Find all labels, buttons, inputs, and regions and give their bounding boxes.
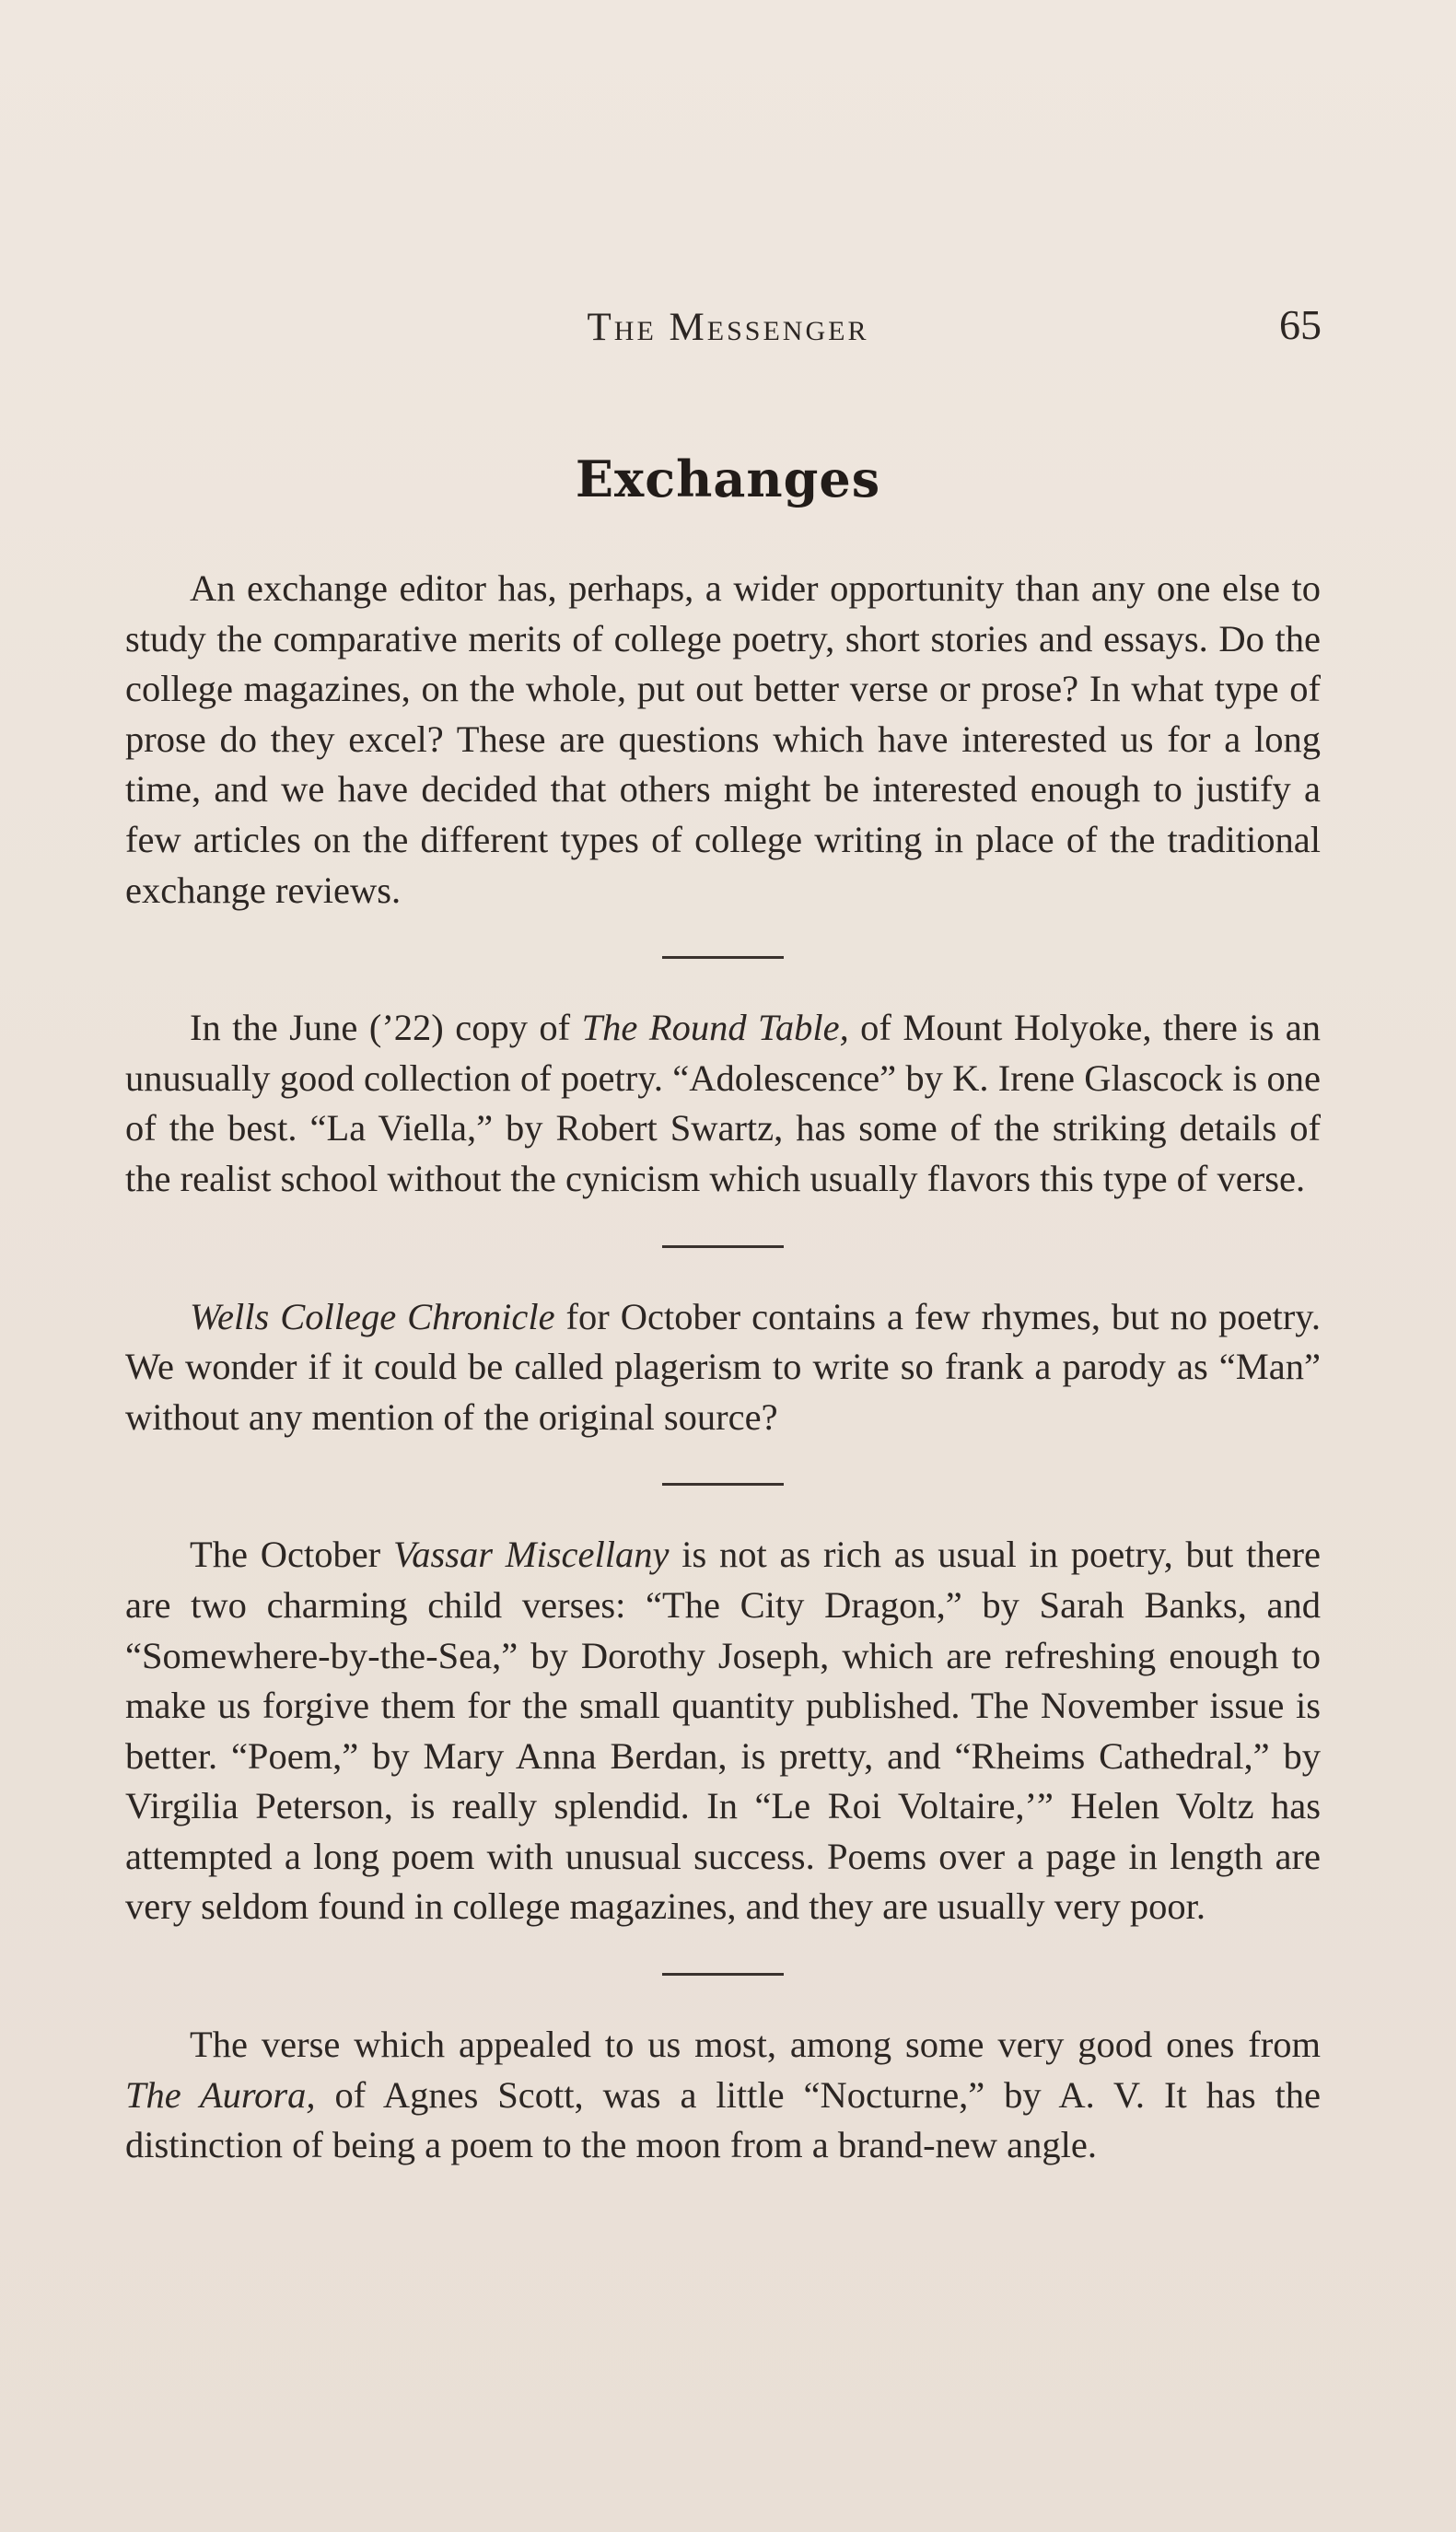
section-divider [662,1973,784,1976]
publication-title: Vassar Miscellany [392,1534,670,1576]
article-body [125,564,1321,2171]
paragraph-text: An exchange editor has, perhaps, a wider opportunity than any one else to study the comparative merits of college poetry, short stories and essays. Do the college magazines, on the whole, put out better verse or prose? In what type of prose do they excel? These are questions which have interested us for a long time, and we have decided that others might be interested enough to justify a few articles on the different types of college writing in place of the traditional exchange reviews. [125,567,1321,911]
paragraph-text: for October contains a few rhymes, but no poetry. We wonder if it could be called plagerism to write so frank a parody as “Man” without any mention of the original source? [125,1295,1321,1438]
paragraph-text: is not as rich as usual in poetry, but there are two charming child verses: “The City Dragon,” by Sarah Banks, and “Somewhere-by-the-Sea,” by Dorothy Joseph, which are refreshing enough to make us forgive them for the small quantity published. The November issue is better. “Poem,” by Mary Anna Berdan, is pretty, and “Rheims Cathedral,” by Virgilia Peterson, is really splendid. In “Le Roi Voltaire,’” Helen Voltz has attempted a long poem with unusual success. Poems over a page in length are very seldom found in college magazines, and they are usually very poor. [125,1534,1322,1928]
section-heading: Exchanges [575,449,881,508]
paragraph-round-table [125,1003,1321,1204]
paragraph-wells-chronicle [125,1292,1321,1443]
running-header-title: The Messenger [587,306,869,349]
paragraph-aurora [125,2020,1321,2171]
paragraph-intro [125,564,1321,916]
page-number: 65 [1279,301,1322,348]
publication-title: The Round Table, [581,1007,849,1049]
paragraph-vassar-miscellany [125,1530,1321,1932]
section-divider [662,1483,784,1486]
section-divider [662,1245,784,1248]
paragraph-text: of Mount Holyoke, there is an unusually good collection of poetry. “Adolescence” by K. Irene Glascock is one of the best. “La Viella,” by Robert Swartz, has some of the striking details of the realist school without the cynicism which usually flavors this type of verse. [125,1007,1322,1199]
publication-title: The Aurora, [125,2073,316,2116]
paragraph-text: of Agnes Scott, was a little “Nocturne,” by A. V. It has the distinction of being a poem to the moon from a brand-new angle. [125,2073,1321,2166]
paragraph-text: The October [190,1534,393,1576]
paragraph-text: The verse which appealed to us most, among some very good ones from [190,2024,1321,2066]
paragraph-text: In the June (’22) copy of [190,1007,582,1049]
publication-title: Wells College Chronicle [190,1295,555,1337]
section-divider [662,956,784,959]
